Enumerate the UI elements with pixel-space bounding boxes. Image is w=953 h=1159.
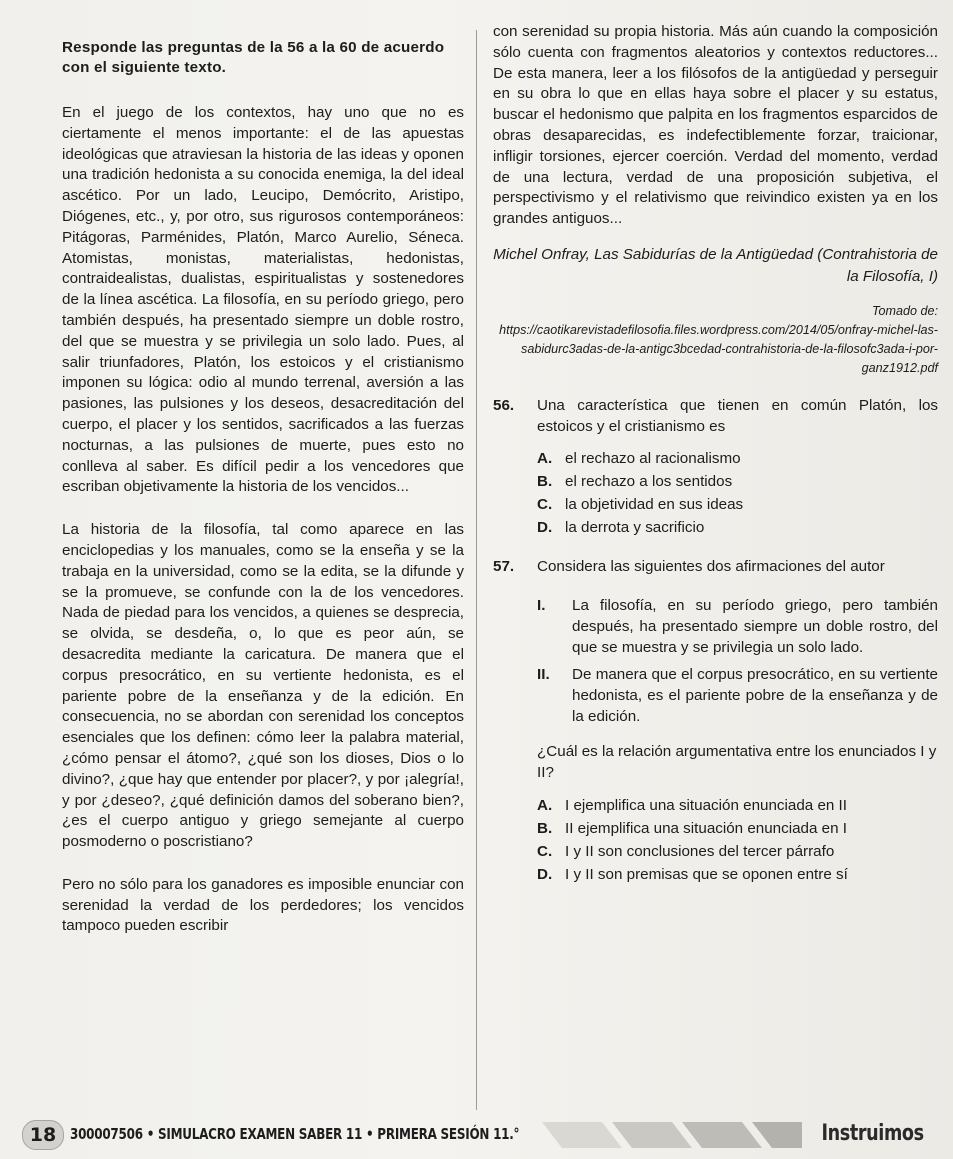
question-57-follow-up: ¿Cuál es la relación argumentativa entre los enunciados I y II? bbox=[537, 743, 937, 782]
question-57 bbox=[493, 557, 938, 578]
option-a[interactable] bbox=[537, 448, 938, 470]
option-letter: A. bbox=[537, 449, 553, 467]
option-b[interactable] bbox=[537, 818, 938, 840]
question-number: 56. bbox=[493, 396, 515, 414]
attribution-author: Michel Onfray, bbox=[493, 245, 590, 263]
option-c[interactable] bbox=[537, 494, 938, 516]
statement-i bbox=[537, 595, 938, 658]
option-text: el rechazo al racionalismo bbox=[565, 449, 741, 467]
option-letter: A. bbox=[537, 797, 553, 815]
page-footer bbox=[22, 1120, 932, 1150]
instructions: Responde las preguntas de la 56 a la 60 de acuerdo con el siguiente texto. bbox=[62, 39, 445, 76]
option-letter: C. bbox=[537, 843, 553, 861]
option-letter: B. bbox=[537, 472, 553, 490]
exam-code: 300007506 • SIMULACRO EXAMEN SABER 11 • PRIMERA SESIÓN 11.° bbox=[70, 1125, 520, 1143]
option-text: II ejemplifica una situación enunciada en I bbox=[565, 820, 847, 838]
option-letter: D. bbox=[537, 866, 553, 884]
question-57-options bbox=[537, 795, 938, 886]
passage-paragraph-2: La historia de la filosofía, tal como aparece en las enciclopedias y los manuales, como se la enseña y se la trabaja en la universidad, como se la edita, se la difunde y se la promueve, se confunde con la de los vencedores. Nada de piedad para los vencidos, a quienes se desprecia, se olvida, se desdeña, o, lo que es peor aún, se desacredita mediante la caricatura. De manera que el corpus presocrático, en su vertiente hedonista, es el pariente pobre de la enseñanza y de la edición. En consecuencia, no se abordan con serenidad los conceptos esenciales que los definen: cómo leer la palabra material, ¿cómo pensar el átomo?, ¿qué son los dioses, Dios o lo divino?, ¿que hay que entender por placer?, y por ¡alegría!, y por ¿deseo?, ¿qué definición damos del soberano bien?, ¿es el cuerpo antiguo y griego semejante al cuerpo posmoderno o poscristiano? bbox=[62, 521, 464, 851]
option-letter: D. bbox=[537, 518, 553, 536]
question-text: Una característica que tienen en común Platón, los estoicos y el cristianismo es bbox=[537, 396, 938, 435]
option-d[interactable] bbox=[537, 517, 938, 539]
attribution-title: Las Sabidurías de la Antigüedad (Contrahistoria de la Filosofía, I) bbox=[594, 245, 938, 285]
option-text: la derrota y sacrificio bbox=[565, 518, 705, 536]
option-text: I y II son conclusiones del tercer párrafo bbox=[565, 843, 835, 861]
statement-text: De manera que el corpus presocrático, en su vertiente hedonista, es el pariente pobre de la enseñanza y de la edición. bbox=[572, 666, 938, 726]
option-text: el rechazo a los sentidos bbox=[565, 472, 733, 490]
right-column bbox=[493, 22, 938, 887]
statement-label: I. bbox=[537, 597, 546, 615]
statement-label: II. bbox=[537, 666, 550, 684]
passage-paragraph-1: En el juego de los contextos, hay uno que no es ciertamente el menos importante: el de las apuestas ideológicas que atraviesan la historia de las ideas y oponen una tradición hedonista a su conocida enemiga, la del ideal ascético. Por un lado, Leucipo, Demócrito, Aristipo, Diógenes, etc., y, por otro, sus rigurosos contemporáneos: Pitágoras, Parménides, Platón, Marco Aurelio, Séneca. Atomistas, monistas, materialistas, hedonistas, contraidealistas, dualistas, espiritualistas y sostenedores de la línea ascética. La filosofía, en su período griego, pero también después, ha presentado siempre un doble rostro, del que se muestra y se privilegia un solo lado. Pues, al salir triunfadores, Platón, los estoicos y el cristianismo imponen su lógica: odio al mundo terrenal, aversión a las pasiones, las pulsiones y los deseos, desacreditación del cuerpo, el placer y los sentidos, sacrificados a las fuerzas nocturnas, a las pulsiones de muerte, pues esto no conlleva al saber. Es difícil pedir a los vencedores que escriban objetivamente la historia de los vencidos... bbox=[62, 104, 464, 496]
question-56 bbox=[493, 396, 938, 438]
option-letter: B. bbox=[537, 820, 553, 838]
option-text: I y II son premisas que se oponen entre sí bbox=[565, 866, 848, 884]
statement-text: La filosofía, en su período griego, pero también después, ha presentado siempre un doble rostro, del que se muestra y se privilegia un solo lado. bbox=[572, 597, 938, 657]
statement-ii bbox=[537, 664, 938, 727]
attribution bbox=[493, 244, 938, 288]
question-56-options bbox=[537, 448, 938, 539]
option-b[interactable] bbox=[537, 471, 938, 493]
question-number: 57. bbox=[493, 557, 515, 575]
option-c[interactable] bbox=[537, 841, 938, 863]
brand-logo: Instruimos bbox=[821, 1121, 924, 1146]
page-number: 18 bbox=[22, 1120, 64, 1150]
option-text: la objetividad en sus ideas bbox=[565, 495, 744, 513]
question-text: Considera las siguientes dos afirmaciones del autor bbox=[537, 557, 885, 575]
option-a[interactable] bbox=[537, 795, 938, 817]
option-text: I ejemplifica una situación enunciada en II bbox=[565, 797, 847, 815]
question-57-statements bbox=[537, 595, 938, 727]
column-divider bbox=[476, 30, 477, 1110]
left-column bbox=[62, 38, 464, 937]
passage-continuation: con serenidad su propia historia. Más aún cuando la composición sólo cuenta con fragmentos aleatorios y contextos reductores... De esta manera, leer a los filósofos de la antigüedad y perseguir en su obra lo que en ellas haya sobre el placer y su estatus, buscar el hedonismo que palpita en los fragmentos esparcidos de obras desaparecidas, es indefectiblemente forzar, traicionar, infligir torsiones, ejercer coerción. Verdad del momento, verdad de una lectura, verdad de una proposición subjetiva, el perspectivismo y el relativismo que reivindico existen ya en los grandes antiguos... bbox=[493, 23, 938, 228]
decorative-stripes-icon bbox=[542, 1122, 802, 1148]
passage-paragraph-3: Pero no sólo para los ganadores es imposible enunciar con serenidad la verdad de los perdedores; los vencidos tampoco pueden escribir bbox=[62, 875, 464, 935]
option-letter: C. bbox=[537, 495, 553, 513]
option-d[interactable] bbox=[537, 864, 938, 886]
source-citation: Tomado de: https://caotikarevistadefilosofia.files.wordpress.com/2014/05/onfray-michel-las-sabidurc3adas-de-la-antigc3bcedad-contrahistoria-de-la-filosofc3ada-i-por-ganz1912.pdf bbox=[499, 303, 938, 375]
